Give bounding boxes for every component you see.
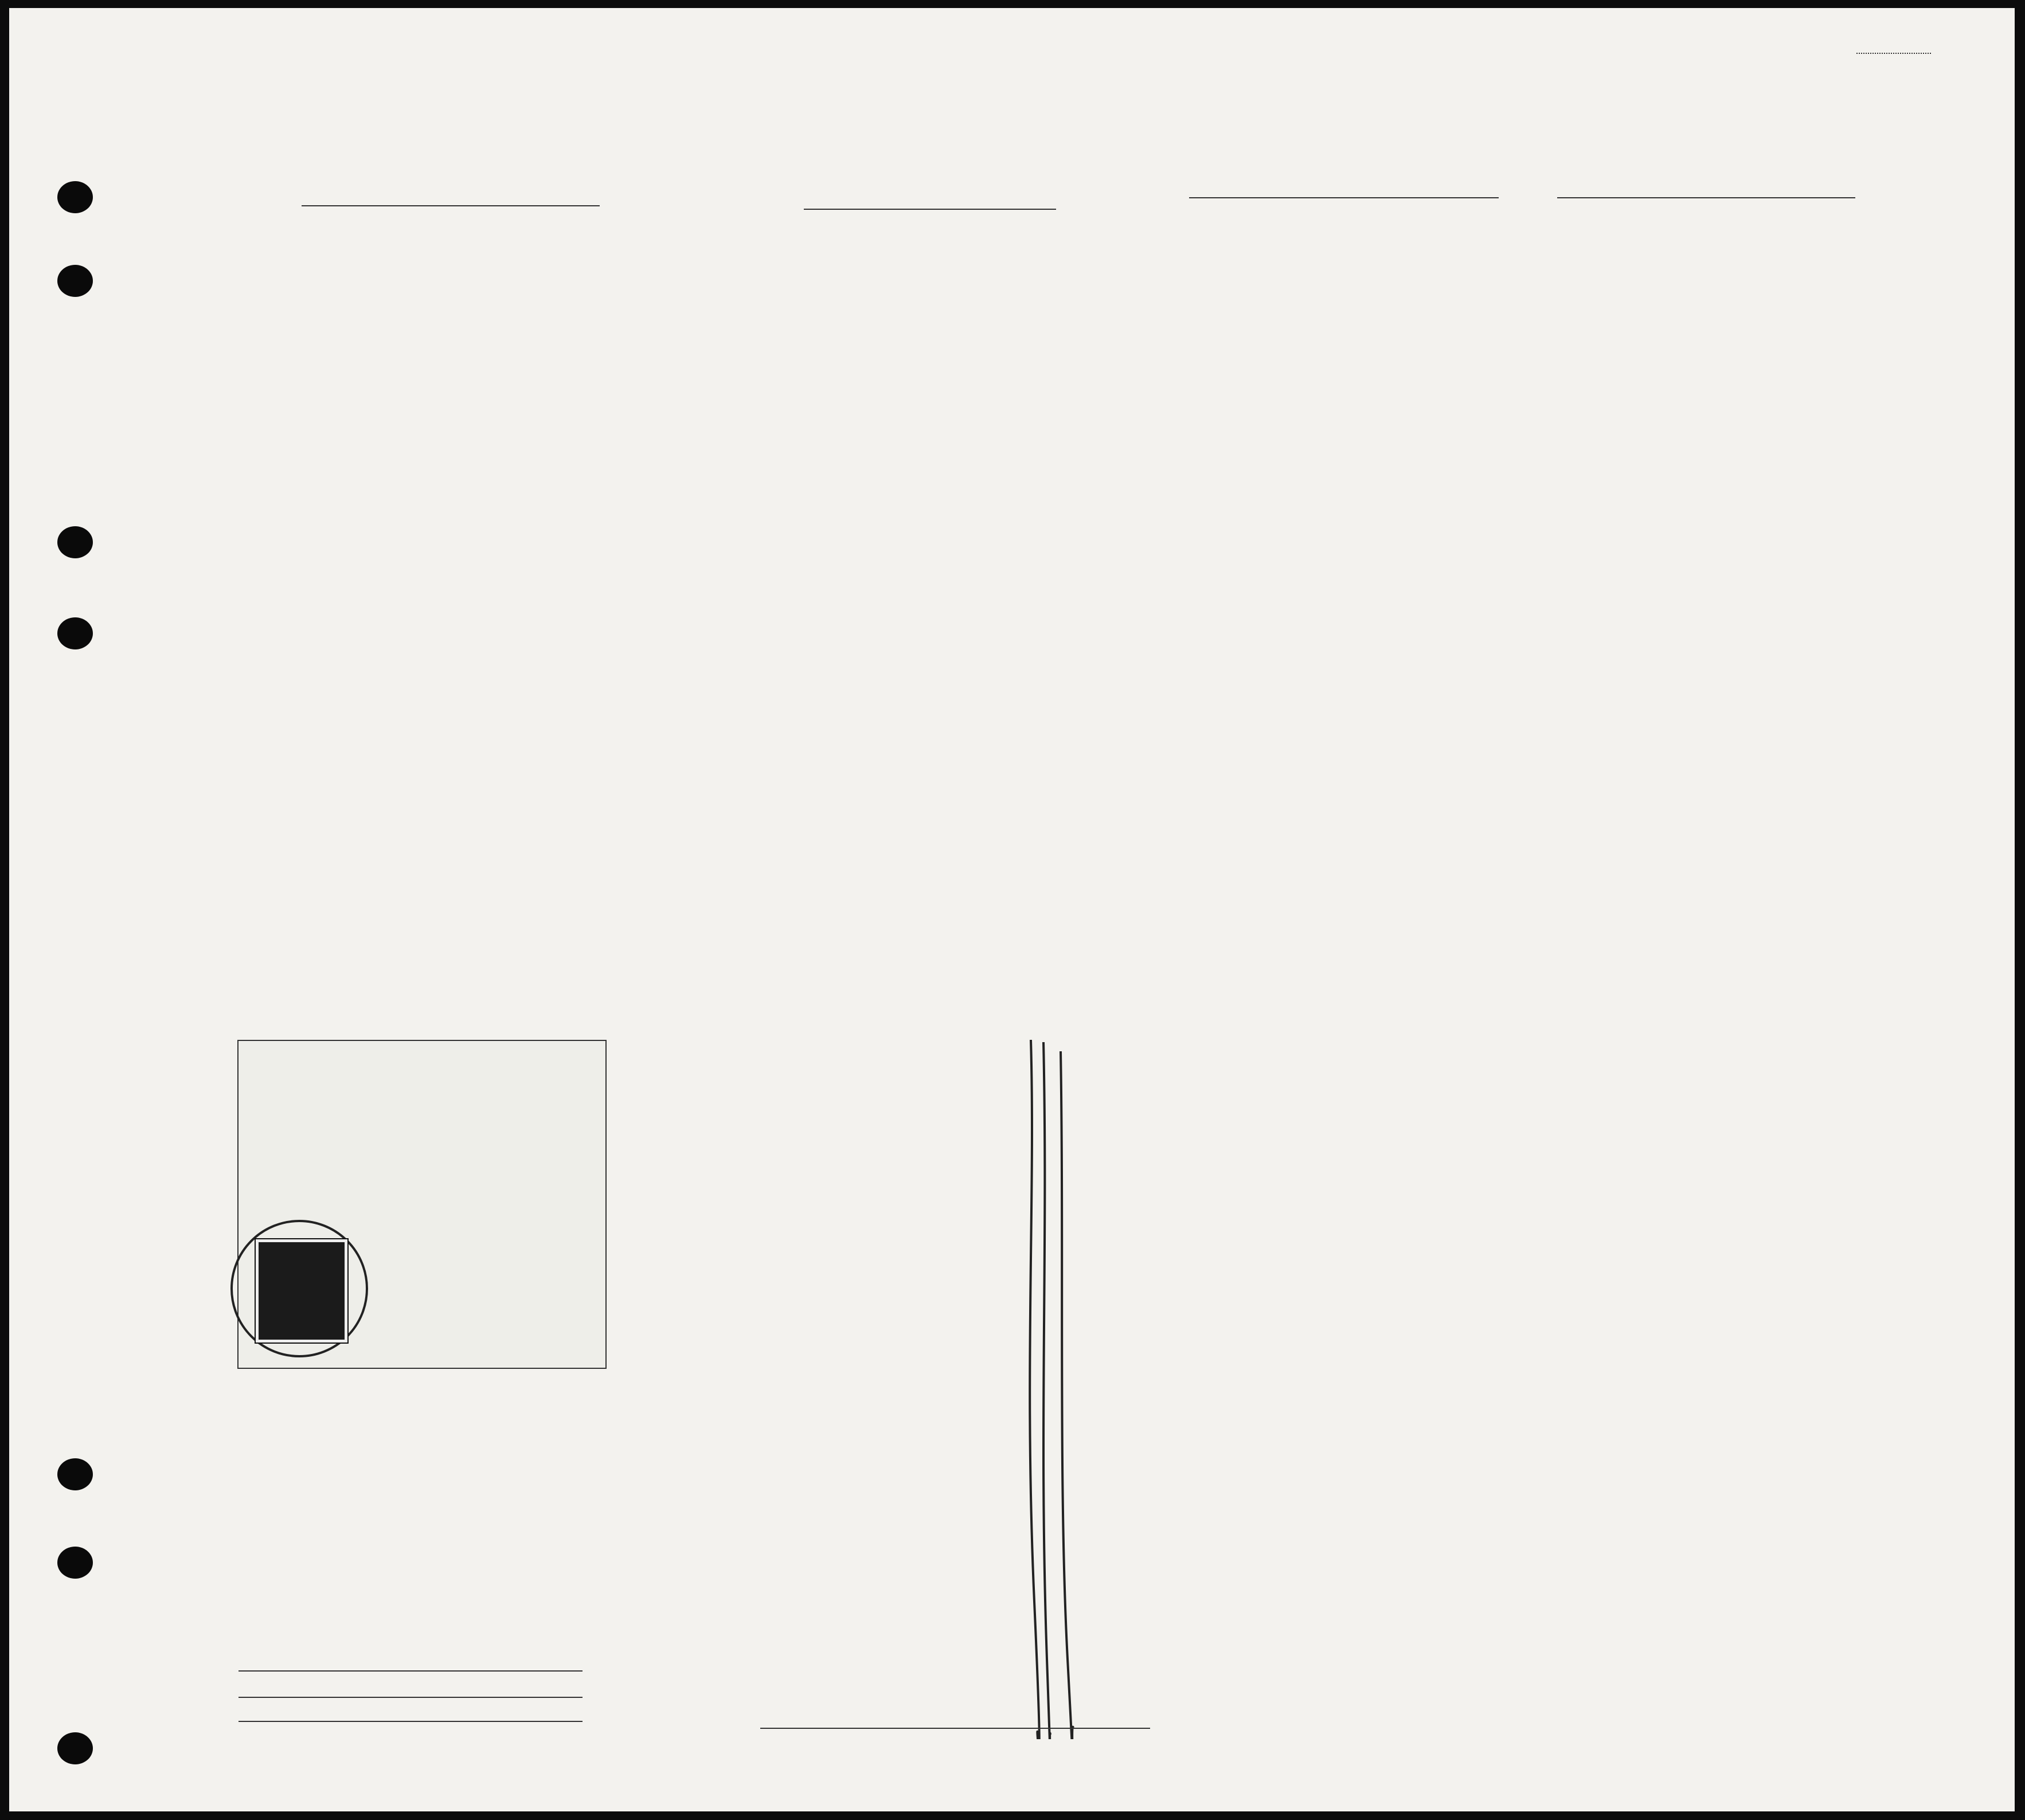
agents-value [239,1721,583,1722]
owners-value [239,1697,583,1698]
fee-stamp [256,1239,347,1343]
consulate-stamp [237,1040,607,1369]
inspector-signature-line [760,1728,1150,1729]
line-value [239,1670,583,1672]
manifest-grid [9,8,2015,1811]
manifest-sheet [9,8,2015,1811]
pen-strokes [1018,1028,1087,1739]
consular-seal [230,1220,368,1357]
